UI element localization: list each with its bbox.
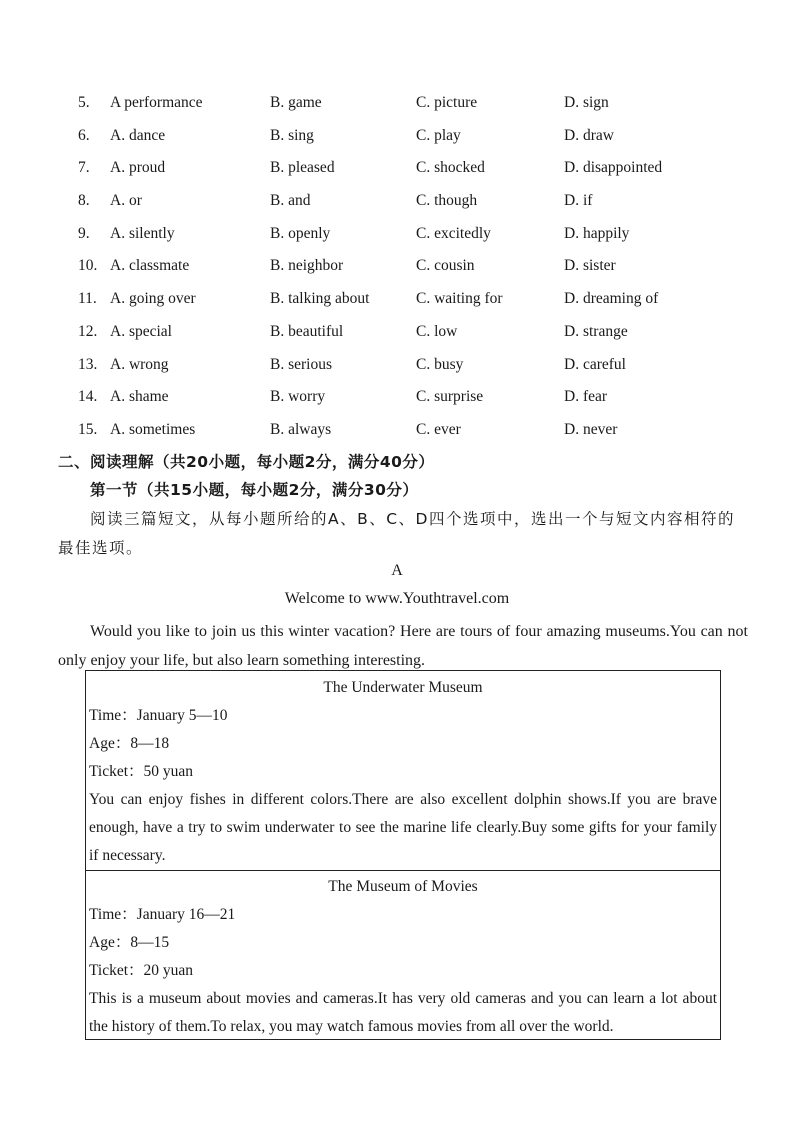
question-number: 11. (78, 290, 97, 308)
option-b: B. talking about (270, 290, 370, 308)
museum-name: The Museum of Movies (328, 878, 478, 895)
passage-title: Welcome to www.Youthtravel.com (284, 590, 510, 607)
question-row (0, 219, 794, 252)
question-number: 9. (78, 224, 90, 242)
option-a: A. or (110, 192, 142, 210)
option-d: D. fear (564, 388, 608, 406)
option-a: A. special (110, 322, 172, 340)
museum-ticket: Ticket：50 yuan (89, 763, 194, 780)
question-row (0, 153, 794, 186)
museum-age: Age：8—18 (89, 735, 170, 752)
option-b: B. neighbor (270, 257, 344, 275)
museum-time: Time：January 16—21 (89, 906, 236, 923)
museum-description: You can enjoy fishes in different colors.There are also excellent dolphin shows.If you are brave enough, have a try to swim underwater to see the marine life clearly.Buy some gifts for your family if necessary. (89, 791, 717, 864)
option-a: A. silently (110, 224, 175, 242)
option-d: D. sister (564, 257, 616, 275)
option-d: D. disappointed (564, 159, 663, 177)
question-number: 12. (78, 322, 98, 340)
question-number: 10. (78, 257, 98, 275)
question-row (0, 186, 794, 219)
option-c: C. cousin (416, 257, 475, 275)
option-d: D. careful (564, 355, 626, 373)
museum-age: Age：8—15 (89, 934, 170, 951)
museum-entry (86, 674, 720, 870)
option-c: C. busy (416, 355, 464, 373)
museum-ticket: Ticket：20 yuan (89, 962, 194, 979)
question-row (0, 251, 794, 284)
subsection-title: 第一节（共15小题，每小题2分，满分30分） (90, 481, 419, 499)
museum-entry (86, 873, 720, 1041)
question-row (0, 350, 794, 383)
museum-time: Time：January 5—10 (89, 707, 228, 724)
option-d: D. never (564, 420, 618, 438)
option-a: A. going over (110, 290, 196, 308)
option-c: C. shocked (416, 159, 485, 177)
option-c: C. though (416, 192, 478, 210)
museum-name: The Underwater Museum (323, 679, 483, 696)
option-a: A. proud (110, 159, 166, 177)
option-c: C. low (416, 322, 458, 340)
option-a: A. classmate (110, 257, 190, 275)
passage-letter: A (391, 562, 403, 579)
question-number: 7. (78, 159, 90, 177)
option-b: B. game (270, 94, 322, 111)
option-c: C. excitedly (416, 224, 491, 242)
option-b: B. always (270, 420, 332, 438)
question-number: 14. (78, 388, 98, 406)
question-row (0, 284, 794, 317)
question-number: 5. (78, 94, 90, 111)
table-divider (86, 870, 720, 871)
option-a: A. shame (110, 388, 169, 406)
question-number: 8. (78, 192, 90, 210)
option-d: D. dreaming of (564, 290, 659, 308)
option-b: B. openly (270, 224, 331, 242)
museum-table (85, 670, 721, 1040)
option-c: C. ever (416, 420, 461, 438)
question-number: 15. (78, 420, 98, 438)
option-c: C. waiting for (416, 290, 503, 308)
option-d: D. happily (564, 224, 630, 242)
question-row (0, 415, 794, 448)
passage-intro: Would you like to join us this winter vacation? Here are tours of four amazing museums.You can not only enjoy your life, but also learn something interesting. (58, 623, 748, 669)
option-b: B. pleased (270, 159, 335, 177)
instruction-text: 阅读三篇短文，从每小题所给的A、B、C、D四个选项中，选出一个与短文内容相符的最佳选项。 (58, 510, 735, 557)
option-a: A performance (110, 94, 203, 111)
option-c: C. picture (416, 94, 478, 111)
option-b: B. and (270, 192, 311, 210)
section-title: 二、阅读理解（共20小题，每小题2分，满分40分） (58, 453, 435, 471)
question-row (0, 382, 794, 415)
option-b: B. worry (270, 388, 326, 406)
question-row (0, 121, 794, 154)
option-d: D. sign (564, 94, 609, 111)
option-c: C. play (416, 126, 461, 144)
option-d: D. draw (564, 126, 614, 144)
option-b: B. sing (270, 126, 314, 144)
choice-table (0, 88, 794, 448)
option-a: A. dance (110, 126, 166, 144)
option-a: A. wrong (110, 355, 169, 373)
option-d: D. strange (564, 322, 628, 340)
question-number: 13. (78, 355, 98, 373)
option-a: A. sometimes (110, 420, 196, 438)
option-c: C. surprise (416, 388, 484, 406)
option-b: B. serious (270, 355, 332, 373)
option-b: B. beautiful (270, 322, 344, 340)
question-row (0, 88, 794, 121)
question-number: 6. (78, 126, 90, 144)
museum-description: This is a museum about movies and cameras.It has very old cameras and you can learn a lot about the history of them.To relax, you may watch famous movies from all over the world. (89, 990, 717, 1035)
question-row (0, 317, 794, 350)
option-d: D. if (564, 192, 593, 210)
